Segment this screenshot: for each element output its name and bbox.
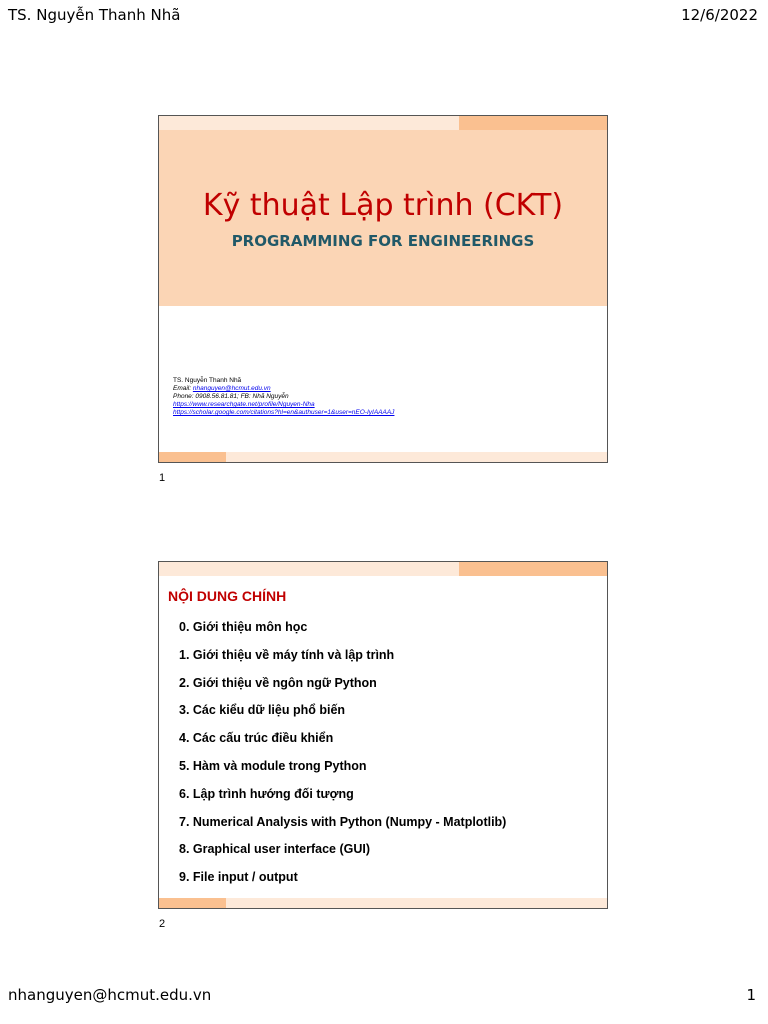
slide-bottom-bar [159, 452, 607, 462]
toc-item: 4. Các cấu trúc điều khiển [179, 731, 334, 746]
toc-item: 9. File input / output [179, 870, 298, 885]
author-name: TS. Nguyễn Thanh Nhã [173, 377, 242, 384]
toc-item: 6. Lập trình hướng đối tượng [179, 786, 354, 801]
slide-number-1: 1 [159, 472, 166, 484]
phone-line: Phone: 0908.56.81.81; FB: Nhã Nguyễn [173, 393, 289, 400]
toc-item: 8. Graphical user interface (GUI) [179, 842, 371, 857]
toc-item: 0. Giới thiệu môn học [179, 620, 308, 634]
toc-item: 7. Numerical Analysis with Python (Numpy - Matplotlib) [179, 814, 507, 829]
toc-item: 3. Các kiểu dữ liệu phổ biến [179, 703, 346, 718]
slide-title: Kỹ thuật Lập trình (CKT) [202, 188, 564, 223]
researchgate-link[interactable]: https://www.researchgate.net/profile/Nguyen-Nha [173, 401, 315, 408]
scholar-link[interactable]: https://scholar.google.com/citations?hl=en&authuser=1&user=nEO-IyIAAAAJ [173, 409, 395, 416]
slide-1 [158, 115, 608, 463]
toc-item: 1. Giới thiệu về máy tính và lập trình [179, 647, 395, 662]
author-info [173, 377, 394, 417]
slide-subtitle: PROGRAMMING FOR ENGINEERINGS [231, 232, 535, 250]
toc-heading: NỘI DUNG CHÍNH [168, 588, 287, 604]
footer-email: nhanguyen@hcmut.edu.vn [8, 986, 212, 1004]
email-line [173, 385, 394, 393]
header-date: 12/6/2022 [681, 6, 758, 24]
slide-number-2: 2 [159, 918, 166, 930]
footer-page-number: 1 [746, 986, 756, 1004]
toc-item: 2. Giới thiệu về ngôn ngữ Python [179, 675, 377, 690]
toc-list [179, 620, 506, 898]
slide-2 [158, 561, 608, 909]
email-link[interactable]: nhanguyen@hcmut.edu.vn [192, 385, 271, 392]
slide-top-bar [159, 116, 607, 130]
slide-top-bar [159, 562, 607, 576]
email-label: Email: [173, 385, 193, 392]
header-author: TS. Nguyễn Thanh Nhã [8, 6, 181, 24]
slide-bottom-bar [159, 898, 607, 908]
toc-item: 5. Hàm và module trong Python [179, 758, 367, 773]
